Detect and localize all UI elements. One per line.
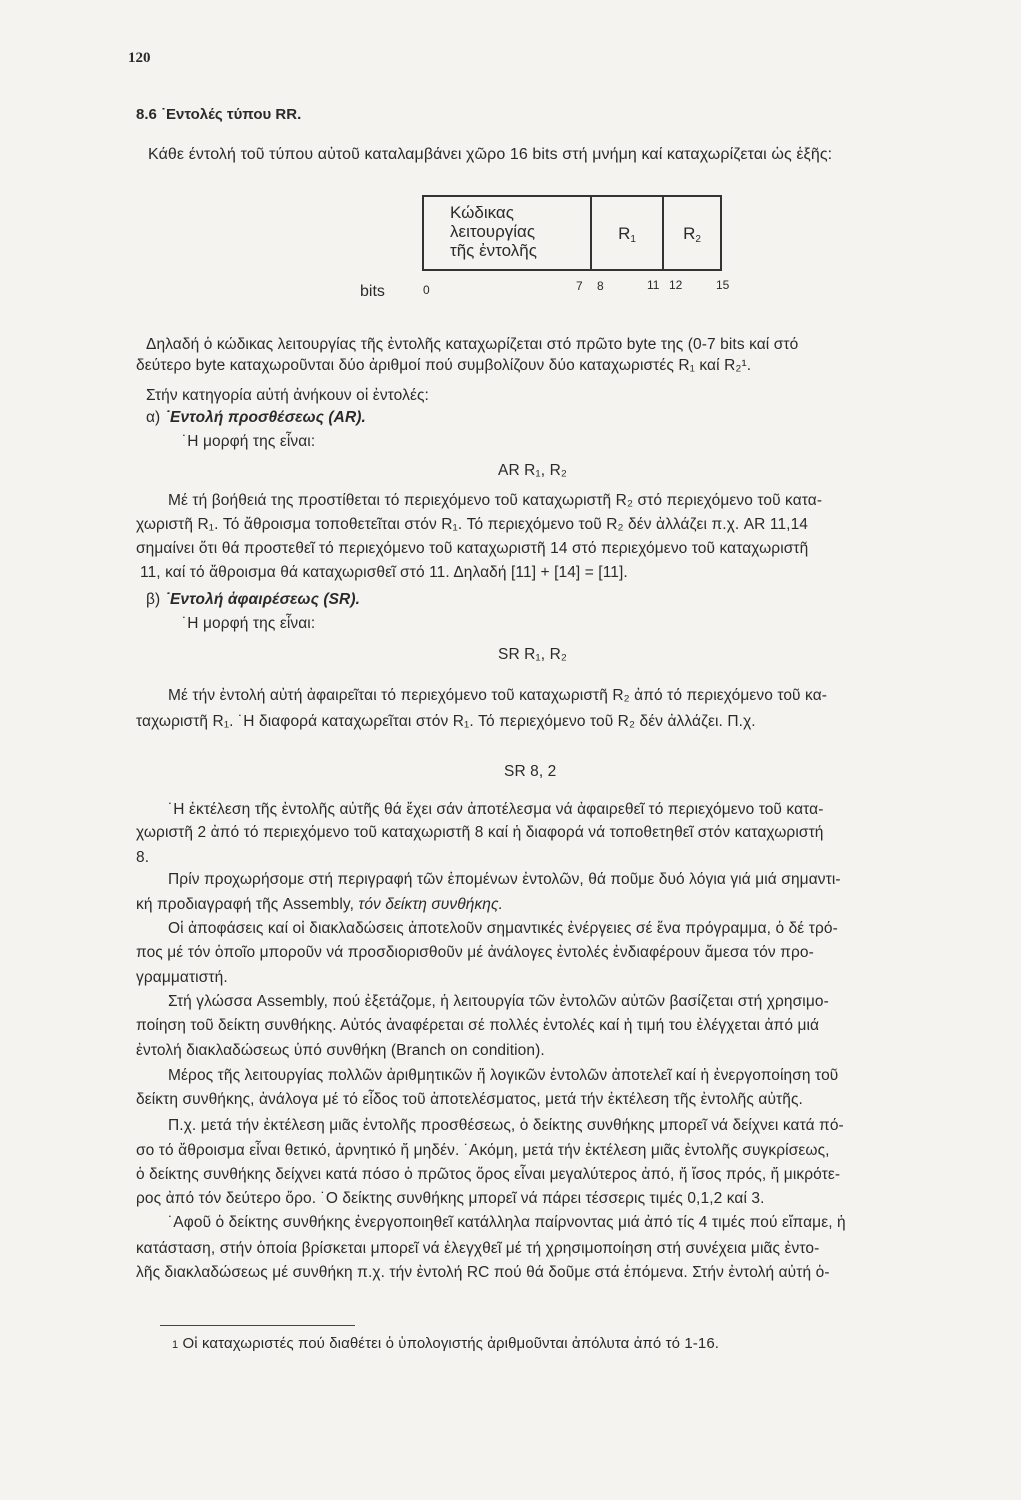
condition-code-term: τόν δείκτη συνθήκης.	[358, 896, 504, 913]
sub-result-3: 8.	[136, 849, 150, 866]
sub-result-1: ˙Η ἐκτέλεση τῆς ἐντολῆς αὐτῆς θά ἔχει σάν ἀποτέλεσμα νά ἀφαιρεθεῖ τό περιεχόμενο τοῦ κατα-	[168, 801, 824, 818]
explanation-line-2: δεύτερο byte καταχωροῦνται δύο ἀριθμοί πού συμβολίζουν δύο καταχωριστές R₁ καί R₂¹.	[136, 357, 752, 374]
section-title: 8.6 ˙Εντολές τύπου RR.	[136, 106, 302, 123]
add-form: AR R₁, R₂	[498, 462, 567, 479]
sub-form-intro: ˙Η μορφή της εἶναι:	[182, 615, 316, 632]
p3-line-3: ἐντολή διακλαδώσεως ὑπό συνθήκη (Branch on condition).	[136, 1042, 545, 1059]
p4-line-1: Μέρος τῆς λειτουργίας πολλῶν ἀριθμητικῶν ἤ λογικῶν ἐντολῶν ἀποτελεῖ καί ἡ ἐνεργοποίηση τοῦ	[168, 1067, 839, 1084]
p5-line-2: σο τό ἄθροισμα εἶναι θετικό, ἀρνητικό ἤ μηδέν. ˙Ακόμη, μετά τήν ἐκτέλεση μιᾶς ἐντολῆς συγκρίσεως,	[136, 1142, 830, 1159]
add-label: α)	[146, 409, 161, 426]
p5-line-1: Π.χ. μετά τήν ἐκτέλεση μιᾶς ἐντολῆς προσθέσεως, ὁ δείκτης συνθήκης μπορεῖ νά δείχνει κατά πό-	[168, 1117, 844, 1134]
add-text-4: 11, καί τό ἄθροισμα θά καταχωρισθεῖ στό 11. Δηλαδή [11] + [14] = [11].	[140, 564, 628, 581]
footnote	[172, 1334, 719, 1355]
tick-12: 12	[669, 278, 683, 292]
sub-form: SR R₁, R₂	[498, 646, 567, 663]
format-box	[422, 195, 722, 271]
r2-label: R	[683, 224, 696, 243]
p2-line-2: πος μέ τόν ὁποῖο μποροῦν νά προσδιορισθοῦν μέ ἀνάλογες ἐντολές ἐνδιαφέρουν ἄμεσα τόν προ-	[136, 944, 814, 961]
footnote-rule	[160, 1325, 355, 1326]
p2-line-1: Οἱ ἀποφάσεις καί οἱ διακλαδώσεις ἀποτελοῦν σημαντικές ἐνέργειες σέ ἕνα πρόγραμμα, ὁ δέ τρό-	[168, 920, 838, 937]
tick-7: 7	[576, 279, 583, 293]
add-heading	[146, 408, 366, 427]
tick-11: 11	[647, 278, 660, 292]
p6-line-1: ˙Αφοῦ ὁ δείκτης συνθήκης ἐνεργοποιηθεῖ κατάλληλα παίρνοντας μιά ἀπό τίς 4 τιμές πού εἴπαμε, ἡ	[168, 1214, 846, 1231]
sub-result-2: χωριστῆ 2 ἀπό τό περιεχόμενο τοῦ καταχωριστῆ 8 καί ἡ διαφορά νά τοποθετηθεῖ στόν καταχωριστή	[136, 824, 824, 841]
p5-line-4: ρος ἀπό τόν δεύτερο ὅρο. ˙Ο δείκτης συνθήκης μπορεῖ νά πάρει τέσσερις τιμές 0,1,2 καί 3.	[136, 1190, 765, 1207]
p3-line-2: ποίηση τοῦ δείκτη συνθήκης. Αὐτός ἀναφέρεται σέ πολλές ἐντολές καί ἡ τιμή του ἐλέγχεται ἀπό μιά	[136, 1017, 820, 1034]
p5-line-3: ὁ δείκτης συνθήκης δείχνει κατά πόσο ὁ πρῶτος ὅρος εἶναι μεγαλύτερος ἀπό, ἤ ἴσος πρός, ἤ μικρότε-	[136, 1166, 841, 1183]
add-text-2: χωριστῆ R₁. Τό ἄθροισμα τοποθετεῖται στόν R₁. Τό περιεχόμενο τοῦ R₂ δέν ἀλλάζει π.χ. AR 11,14	[136, 516, 809, 533]
sub-title: ˙Εντολή ἀφαιρέσεως (SR).	[164, 591, 361, 608]
r1-label: R	[618, 224, 631, 243]
opcode-field	[424, 203, 616, 260]
add-title: ˙Εντολή προσθέσεως (AR).	[164, 409, 366, 426]
intro-text: Κάθε έντολή τοῦ τύπου αὐτοῦ καταλαμβάνει χῶρο 16 bits στή μνήμη καί καταχωρίζεται ὡς ἑξῆς:	[148, 146, 833, 163]
sub-example: SR 8, 2	[504, 763, 557, 780]
opcode-line-3: τῆς ἐντολῆς	[450, 241, 537, 260]
page-number: 120	[128, 50, 151, 66]
p6-line-3: λῆς διακλαδώσεως μέ συνθήκη π.χ. τήν ἐντολή RC πού θά δοῦμε στά ἑπόμενα. Στήν ἐντολή αὐτή ὁ-	[136, 1264, 830, 1281]
r2-field	[664, 225, 720, 248]
p4-line-2: δείκτη συνθήκης, ἀνάλογα μέ τό εἶδος τοῦ ἀποτελέσματος, μετά τήν ἐκτέλεση τῆς ἐντολῆς αὐτῆς.	[136, 1091, 803, 1108]
bits-label: bits	[360, 283, 385, 300]
explanation-line-1: Δηλαδή ὁ κώδικας λειτουργίας τῆς ἐντολῆς καταχωρίζεται στό πρῶτο byte της (0-7 bits καί στό	[146, 336, 799, 353]
p6-line-2: κατάσταση, στήν ὁποία βρίσκεται μπορεῖ νά ἐλεγχθεῖ μέ τή χρησιμοποίηση στή συνέχεια μιᾶς ἐντο-	[136, 1240, 820, 1257]
p1-line-2	[136, 895, 503, 914]
add-text-1: Μέ τή βοήθειά της προστίθεται τό περιεχόμενο τοῦ καταχωριστῆ R₂ στό περιεχόμενο τοῦ κατα-	[168, 492, 823, 509]
add-text-3: σημαίνει ὅτι θά προστεθεῖ τό περιεχόμενο τοῦ καταχωριστῆ 14 στό περιεχόμενο τοῦ καταχωριστῆ	[136, 540, 809, 557]
p3-line-1: Στή γλώσσα Assembly, πού ἐξετάζομε, ἡ λειτουργία τῶν ἐντολῶν αὐτῶν βασίζεται στή χρησιμο-	[168, 993, 829, 1010]
footnote-text: Οἱ καταχωριστές πού διαθέτει ὁ ὑπολογιστής ἀριθμοῦνται ἀπόλυτα ἀπό τό 1-16.	[182, 1335, 720, 1352]
footnote-mark: 1	[172, 1339, 179, 1351]
r2-subscript: 2	[695, 234, 701, 245]
p1-line-1: Πρίν προχωρήσομε στή περιγραφή τῶν ἑπομένων ἐντολῶν, θά ποῦμε δυό λόγια γιά μιά σημαντι-	[168, 871, 841, 888]
opcode-line-1: Κώδικας	[450, 203, 514, 222]
p1-line-2-text: κή προδιαγραφή τῆς Assembly,	[136, 896, 359, 913]
sub-text-2: ταχωριστῆ R₁. ˙Η διαφορά καταχωρεῖται στόν R₁. Τό περιεχόμενο τοῦ R₂ δέν ἀλλάζει. Π.χ.	[136, 713, 756, 730]
sub-label: β)	[146, 591, 161, 608]
tick-15: 15	[716, 278, 730, 292]
r1-field	[592, 225, 662, 248]
r1-subscript: 1	[630, 234, 636, 245]
sub-heading	[146, 590, 360, 609]
tick-0: 0	[423, 283, 430, 297]
tick-8: 8	[597, 279, 604, 293]
sub-text-1: Μέ τήν ἐντολή αὐτή ἀφαιρεῖται τό περιεχόμενο τοῦ καταχωριστῆ R₂ ἀπό τό περιεχόμενο τοῦ κα-	[168, 687, 828, 704]
p2-line-3: γραμματιστή.	[136, 969, 228, 986]
opcode-line-2: λειτουργίας	[450, 222, 536, 241]
explanation-line-3: Στήν κατηγορία αὐτή ἀνήκουν οἱ ἐντολές:	[146, 387, 429, 404]
add-form-intro: ˙Η μορφή της εἶναι:	[182, 433, 316, 450]
